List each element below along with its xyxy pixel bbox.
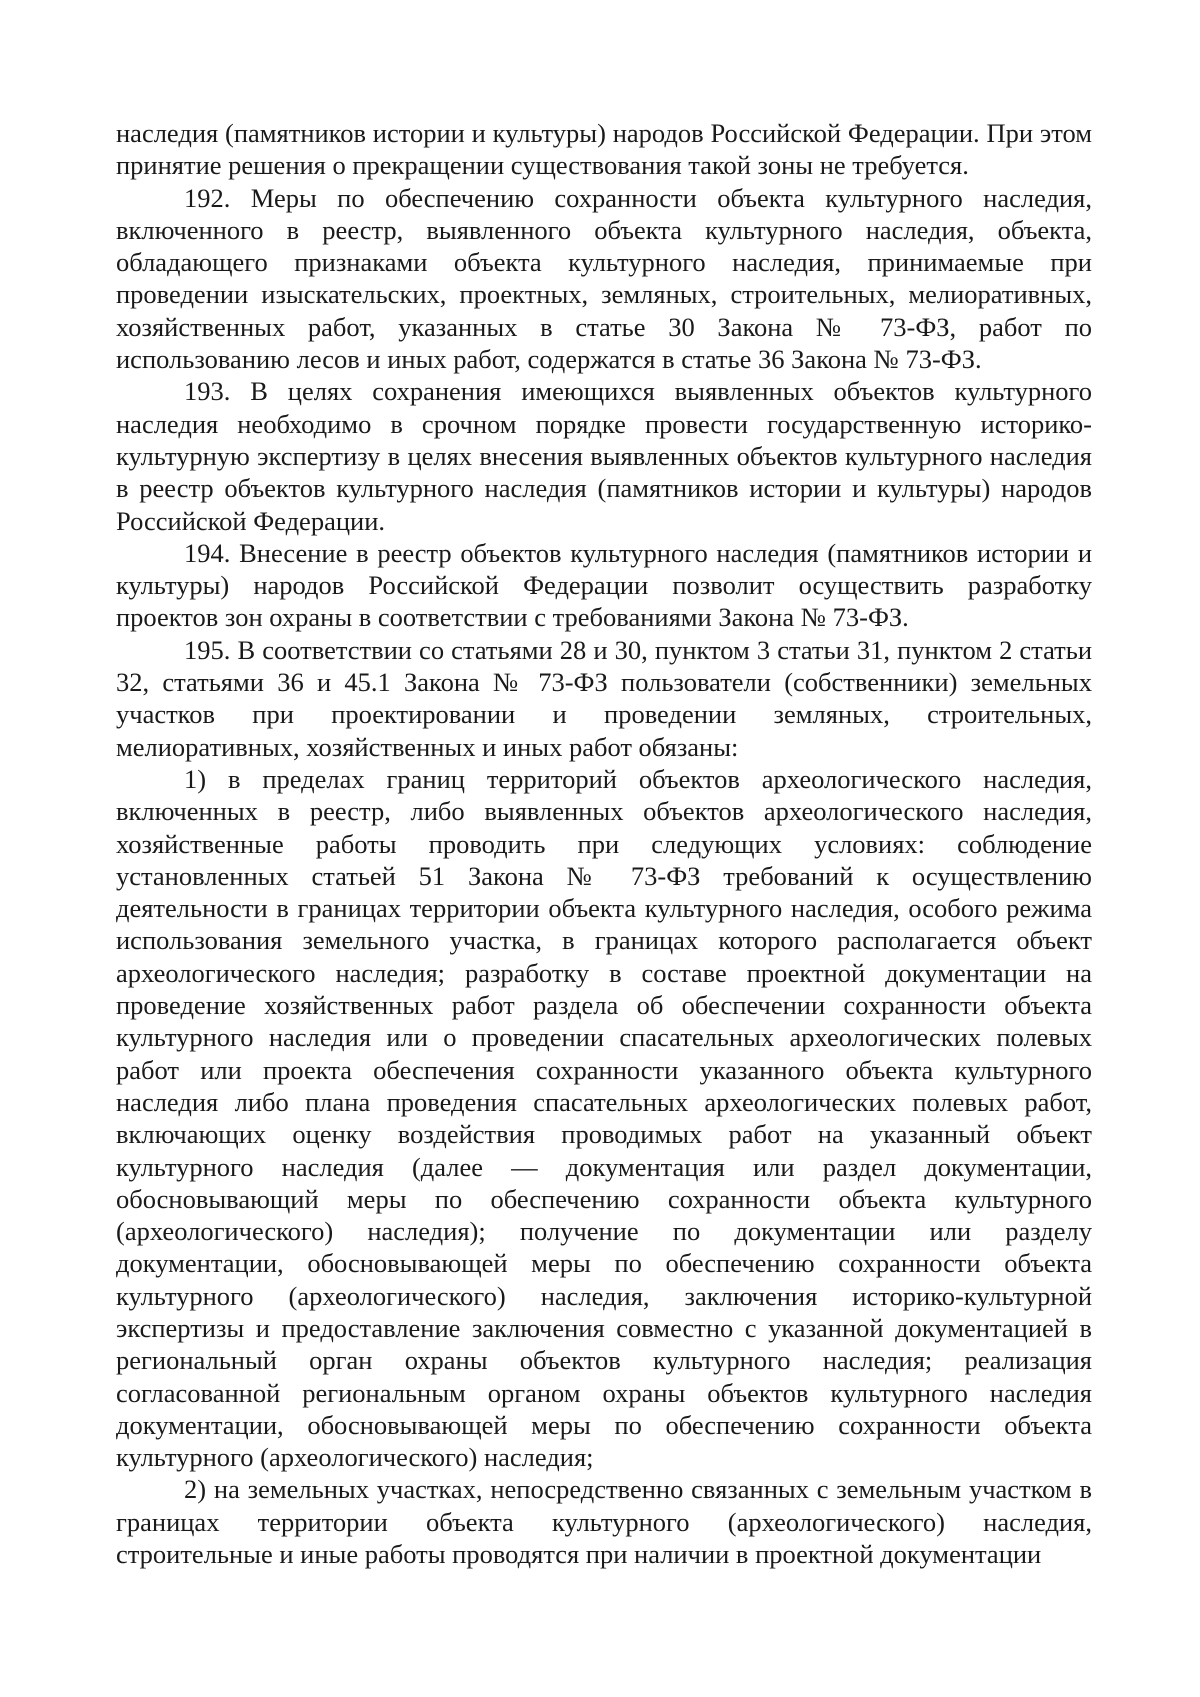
- paragraph-item-195: 195. В соответствии со статьями 28 и 30, пунктом 3 статьи 31, пунктом 2 статьи 32, статьями 36 и 45.1 Закона № 73-ФЗ пользователи (собственники) земельных участков при проектировании и проведении земляных, строительных, мелиоративных, хозяйственных и иных работ обязаны:: [116, 634, 1092, 762]
- paragraph-item-193: 193. В целях сохранения имеющихся выявленных объектов культурного наследия необходимо в срочном порядке провести государственную историко-культурную экспертизу в целях внесения выявленных объектов культурного наследия в реестр объектов культурного наследия (памятников истории и культуры) народов Российской Федерации.: [116, 376, 1092, 536]
- paragraph-item-194: 194. Внесение в реестр объектов культурного наследия (памятников истории и культуры) народов Российской Федерации позволит осуществить разработку проектов зон охраны в соответствии с требованиями Закона № 73-ФЗ.: [116, 537, 1092, 633]
- paragraph-item-192: 192. Меры по обеспечению сохранности объекта культурного наследия, включенного в реестр, выявленного объекта культурного наследия, объекта, обладающего признаками объекта культурного наследия, принимаемые при проведении изыскательских, проектных, земляных, строительных, мелиоративных, хозяйственных работ, указанных в статье 30 Закона № 73-ФЗ, работ по использованию лесов и иных работ, содержатся в статье 36 Закона № 73-ФЗ.: [116, 182, 1092, 375]
- document-body: [116, 117, 1092, 1570]
- paragraph-continuation: наследия (памятников истории и культуры) народов Российской Федерации. При этом принятие решения о прекращении существования такой зоны не требуется.: [116, 118, 1092, 181]
- paragraph-item-195-1: 1) в пределах границ территорий объектов археологического наследия, включенных в реестр, либо выявленных объектов археологического наследия, хозяйственные работы проводить при следующих условиях: соблюдение установленных статьей 51 Закона № 73-ФЗ требований к осуществлению деятельности в границах территории объекта культурного наследия, особого режима использования земельного участка, в границах которого располагается объект археологического наследия; разработку в составе проектной документации на проведение хозяйственных работ раздела об обеспечении сохранности объекта культурного наследия или о проведении спасательных археологических полевых работ или проекта обеспечения сохранности указанного объекта культурного наследия либо плана проведения спасательных археологических полевых работ, включающих оценку воздействия проводимых работ на указанный объект культурного наследия (далее — документация или раздел документации, обосновывающий меры по обеспечению сохранности объекта культурного (археологического) наследия); получение по документации или разделу документации, обосновывающей меры по обеспечению сохранности объекта культурного (археологического) наследия, заключения историко-культурной экспертизы и предоставление заключения совместно с указанной документацией в региональный орган охраны объектов культурного наследия; реализация согласованной региональным органом охраны объектов культурного наследия документации, обосновывающей меры по обеспечению сохранности объекта культурного (археологического) наследия;: [116, 763, 1092, 1473]
- paragraph-item-195-2: 2) на земельных участках, непосредственно связанных с земельным участком в границах территории объекта культурного (археологического) наследия, строительные и иные работы проводятся при наличии в проектной документации: [116, 1474, 1092, 1570]
